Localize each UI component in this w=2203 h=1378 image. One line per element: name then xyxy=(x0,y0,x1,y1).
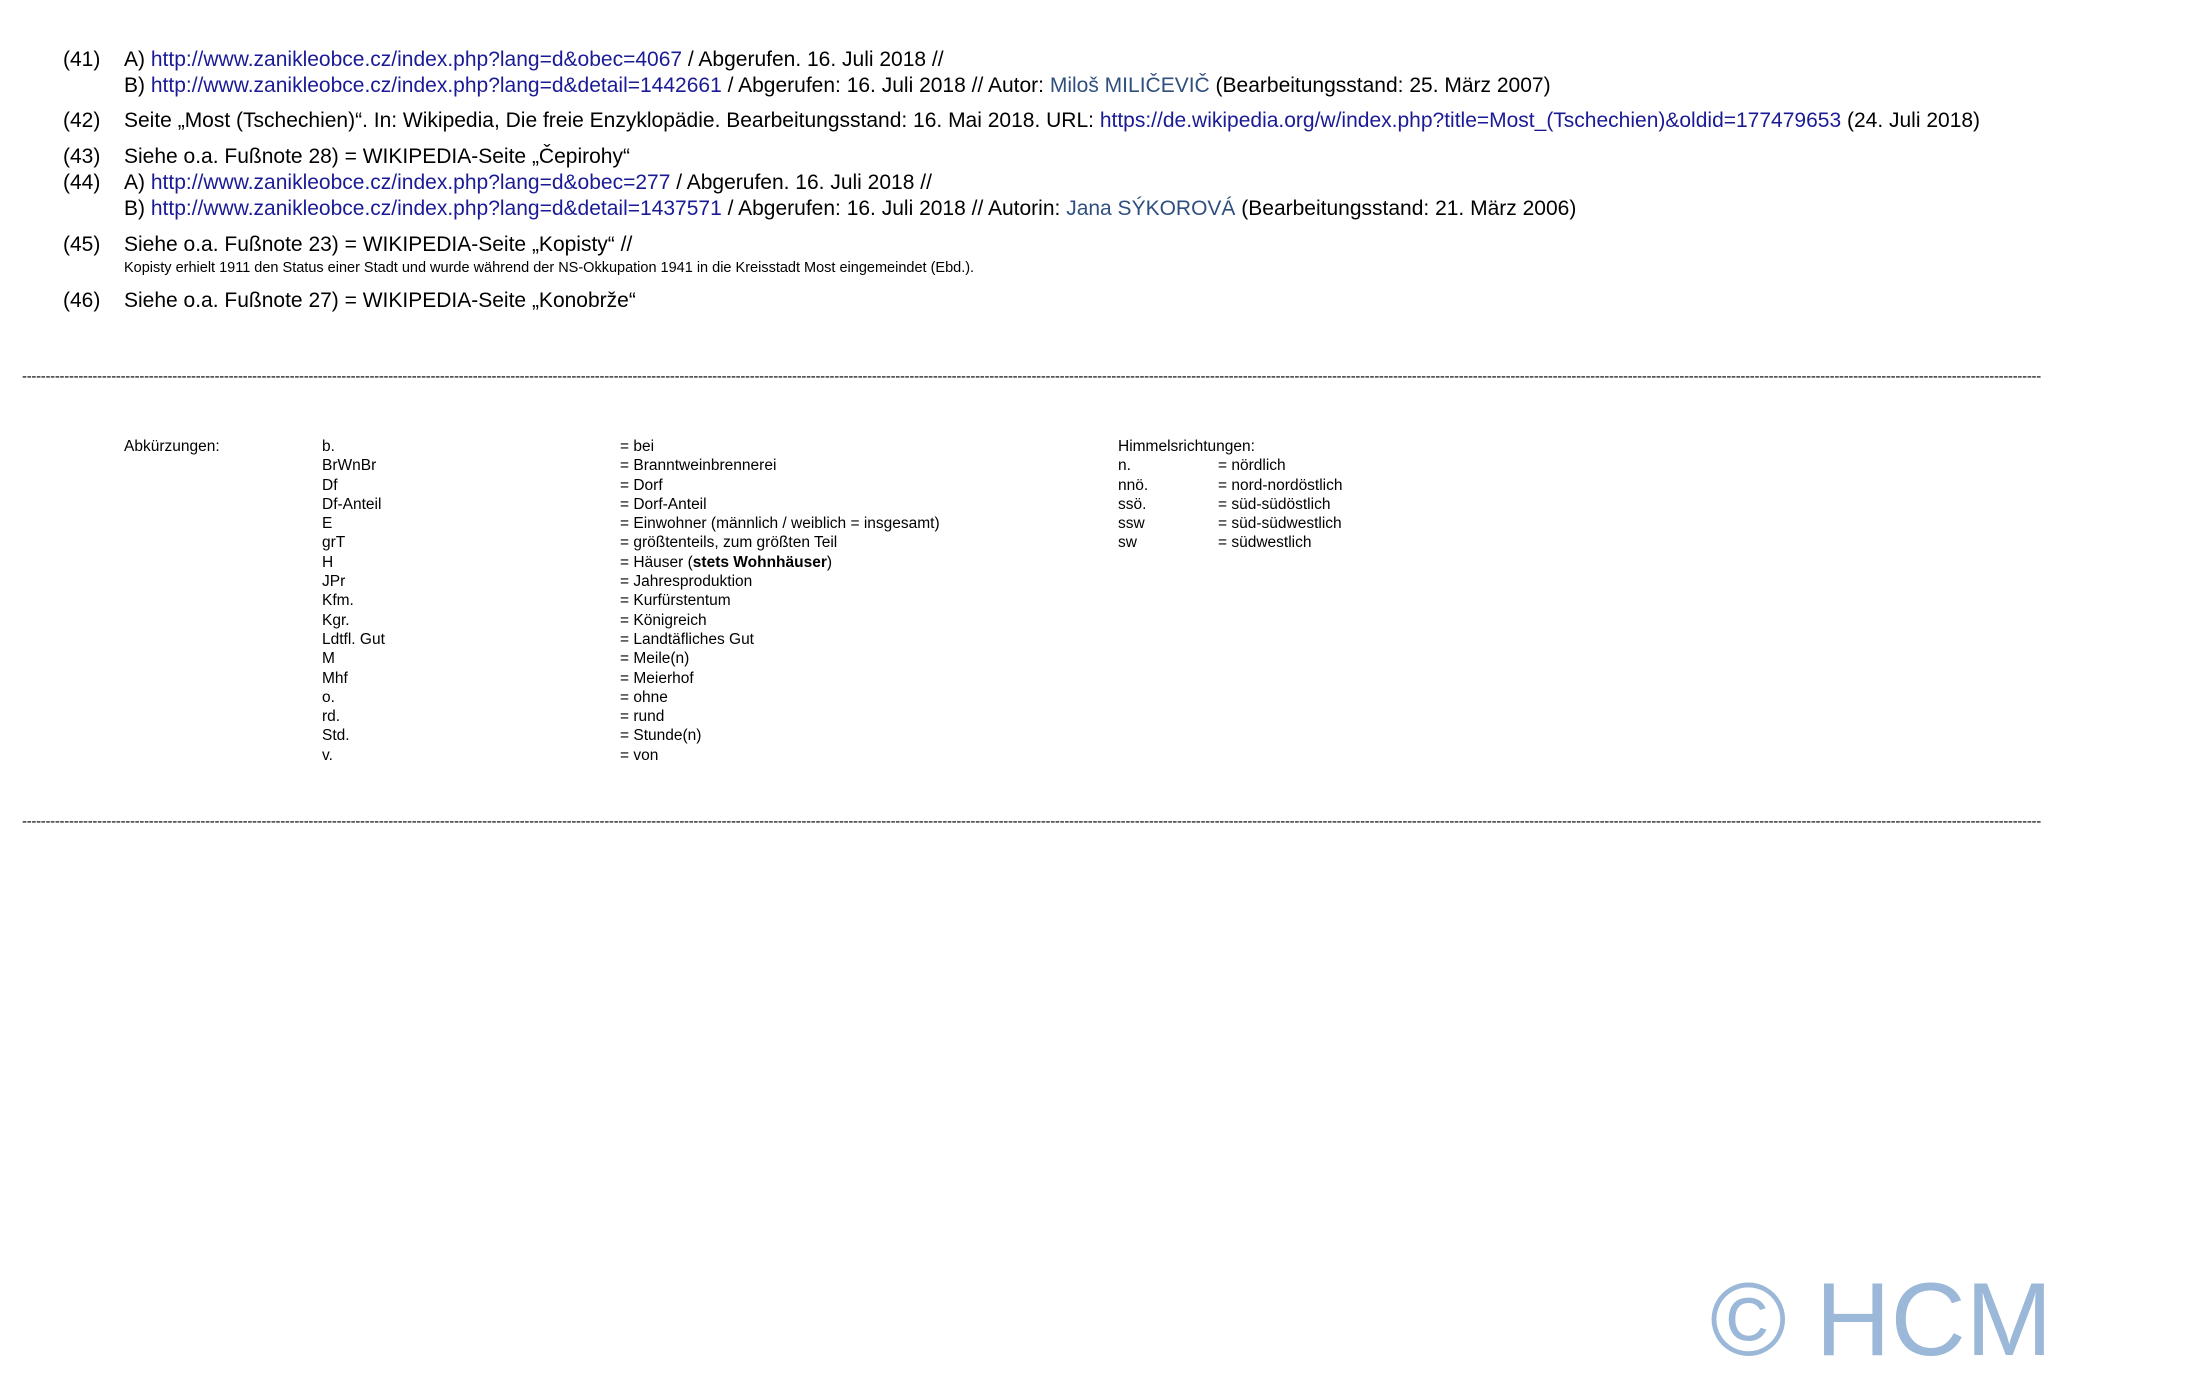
abbreviation-term: Mhf xyxy=(322,669,348,687)
direction-term: ssw xyxy=(1118,515,1145,533)
abbreviation-term: Kgr. xyxy=(322,611,350,629)
direction-meaning: = süd-südöstlich xyxy=(1218,495,1331,513)
abbreviation-term: Kfm. xyxy=(322,592,354,610)
abbreviation-meaning: = rund xyxy=(620,708,665,726)
abbreviation-meaning: = von xyxy=(620,746,659,764)
abbreviation-term: Df xyxy=(322,476,338,494)
abbreviation-term: v. xyxy=(322,746,333,764)
abbreviation-meaning: = Dorf-Anteil xyxy=(620,495,707,513)
abbreviation-meaning: = Branntweinbrennerei xyxy=(620,457,777,475)
abbreviation-meaning: = ohne xyxy=(620,688,668,706)
direction-meaning: = süd-südwestlich xyxy=(1218,515,1342,533)
footnote-number: (45) xyxy=(63,233,101,256)
direction-meaning: = nördlich xyxy=(1218,457,1286,475)
footnote-line: Seite „Most (Tschechien)“. In: Wikipedia, Die freie Enzyklopädie. Bearbeitungsstand: 16. Mai 2018. URL: https://de.wikipedia.org/w/index.php?title=Most_(Tschechien)&oldid=177479653 (24. Juli 2018) xyxy=(124,109,1981,132)
direction-meaning: = südwestlich xyxy=(1218,534,1312,552)
copyright-watermark: © HCM xyxy=(1710,1262,2053,1378)
footnote-link[interactable]: http://www.zanikleobce.cz/index.php?lang=d&obec=277 xyxy=(150,171,671,194)
footnote-link[interactable]: http://www.zanikleobce.cz/index.php?lang=d&detail=1442661 xyxy=(150,74,722,97)
footnote-number: (44) xyxy=(63,171,101,194)
abbreviation-term: E xyxy=(322,515,333,533)
footnote-note: Kopisty erhielt 1911 den Status einer Stadt und wurde während der NS-Okkupation 1941 in die Kreisstadt Most eingemeindet (Ebd.). xyxy=(124,260,975,276)
abbreviation-meaning: = Häuser (stets Wohnhäuser) xyxy=(620,553,833,571)
footnote-number: (43) xyxy=(63,145,101,168)
abbreviation-meaning: = Einwohner (männlich / weiblich = insgesamt) xyxy=(620,515,940,533)
abbreviation-meaning: = Jahresproduktion xyxy=(620,573,753,591)
footnote-number: (42) xyxy=(63,109,101,132)
footnote-number: (41) xyxy=(63,48,101,71)
footnote-line: Siehe o.a. Fußnote 27) = WIKIPEDIA-Seite „Konobrže“ xyxy=(124,289,636,312)
abbreviation-term: o. xyxy=(322,688,335,706)
abbreviations-label: Abkürzungen: xyxy=(124,438,220,455)
abbreviation-term: BrWnBr xyxy=(322,457,377,475)
footnote-link[interactable]: http://www.zanikleobce.cz/index.php?lang=d&detail=1437571 xyxy=(150,197,722,220)
separator-line: ---------------------------------------------------------------------------------------------------------------------------------------------------------------------------------------------------------------------------------------------------------------------------------------------------------------------------------------------------------------------------------------------------------------------------------------------- xyxy=(22,813,2041,830)
emphasis-text: stets Wohnhäuser xyxy=(692,553,827,571)
abbreviation-term: Std. xyxy=(322,727,350,745)
abbreviation-meaning: = bei xyxy=(620,438,655,455)
abbreviation-meaning: = Meierhof xyxy=(620,669,694,687)
direction-term: nnö. xyxy=(1118,476,1149,494)
footnote-line-a: A) http://www.zanikleobce.cz/index.php?lang=d&obec=277 / Abgerufen. 16. Juli 2018 // xyxy=(124,171,932,194)
abbreviation-meaning: = Königreich xyxy=(620,611,707,629)
abbreviation-term: JPr xyxy=(322,573,346,591)
footnote-link[interactable]: https://de.wikipedia.org/w/index.php?title=Most_(Tschechien)&oldid=177479653 xyxy=(1099,109,1842,132)
footnote-number: (46) xyxy=(63,289,101,312)
direction-term: n. xyxy=(1118,457,1131,475)
direction-term: sw xyxy=(1118,534,1137,552)
abbreviation-term: Df-Anteil xyxy=(322,495,382,513)
abbreviation-meaning: = größtenteils, zum größten Teil xyxy=(620,534,838,552)
abbreviation-term: b. xyxy=(322,438,335,455)
footnote-link[interactable]: http://www.zanikleobce.cz/index.php?lang=d&obec=4067 xyxy=(150,48,683,71)
direction-meaning: = nord-nordöstlich xyxy=(1218,476,1343,494)
abbreviation-meaning: = Stunde(n) xyxy=(620,727,702,745)
directions-terms xyxy=(1118,456,1148,552)
footnote-line-b: B) http://www.zanikleobce.cz/index.php?lang=d&detail=1442661 / Abgerufen: 16. Juli 2018 // Autor: Miloš MILIČEVIČ (Bearbeitungsstand: 25. März 2007) xyxy=(124,74,1551,97)
separator-line: ---------------------------------------------------------------------------------------------------------------------------------------------------------------------------------------------------------------------------------------------------------------------------------------------------------------------------------------------------------------------------------------------------------------------------------------------- xyxy=(22,368,2041,385)
footnote-line: Siehe o.a. Fußnote 28) = WIKIPEDIA-Seite „Čepirohy“ xyxy=(124,145,630,168)
abbreviation-meaning: = Landtäfliches Gut xyxy=(620,630,754,648)
abbreviation-meaning: = Meile(n) xyxy=(620,650,690,668)
abbreviation-term: rd. xyxy=(322,708,341,726)
footnote-line-b: B) http://www.zanikleobce.cz/index.php?lang=d&detail=1437571 / Abgerufen: 16. Juli 2018 // Autorin: Jana SÝKOROVÁ (Bearbeitungsstand: 21. März 2006) xyxy=(124,197,1577,220)
directions-label: Himmelsrichtungen: xyxy=(1118,438,1255,455)
author-name: Jana SÝKOROVÁ xyxy=(1066,197,1236,220)
footnote-line: Siehe o.a. Fußnote 23) = WIKIPEDIA-Seite „Kopisty“ // xyxy=(124,233,633,256)
abbreviation-term: M xyxy=(322,650,335,668)
author-name: Miloš MILIČEVIČ xyxy=(1049,74,1210,97)
direction-term: ssö. xyxy=(1118,495,1147,513)
abbreviations-meanings xyxy=(620,437,940,765)
abbreviation-term: Ldtfl. Gut xyxy=(322,630,385,648)
abbreviations-terms xyxy=(322,437,385,765)
directions-meanings xyxy=(1218,456,1343,552)
abbreviations-section xyxy=(0,437,1400,777)
abbreviation-meaning: = Dorf xyxy=(620,476,663,494)
footnote-line-a: A) http://www.zanikleobce.cz/index.php?lang=d&obec=4067 / Abgerufen. 16. Juli 2018 // xyxy=(124,48,944,71)
abbreviation-term: grT xyxy=(322,534,346,552)
abbreviation-term: H xyxy=(322,553,334,571)
abbreviation-meaning: = Kurfürstentum xyxy=(620,592,731,610)
